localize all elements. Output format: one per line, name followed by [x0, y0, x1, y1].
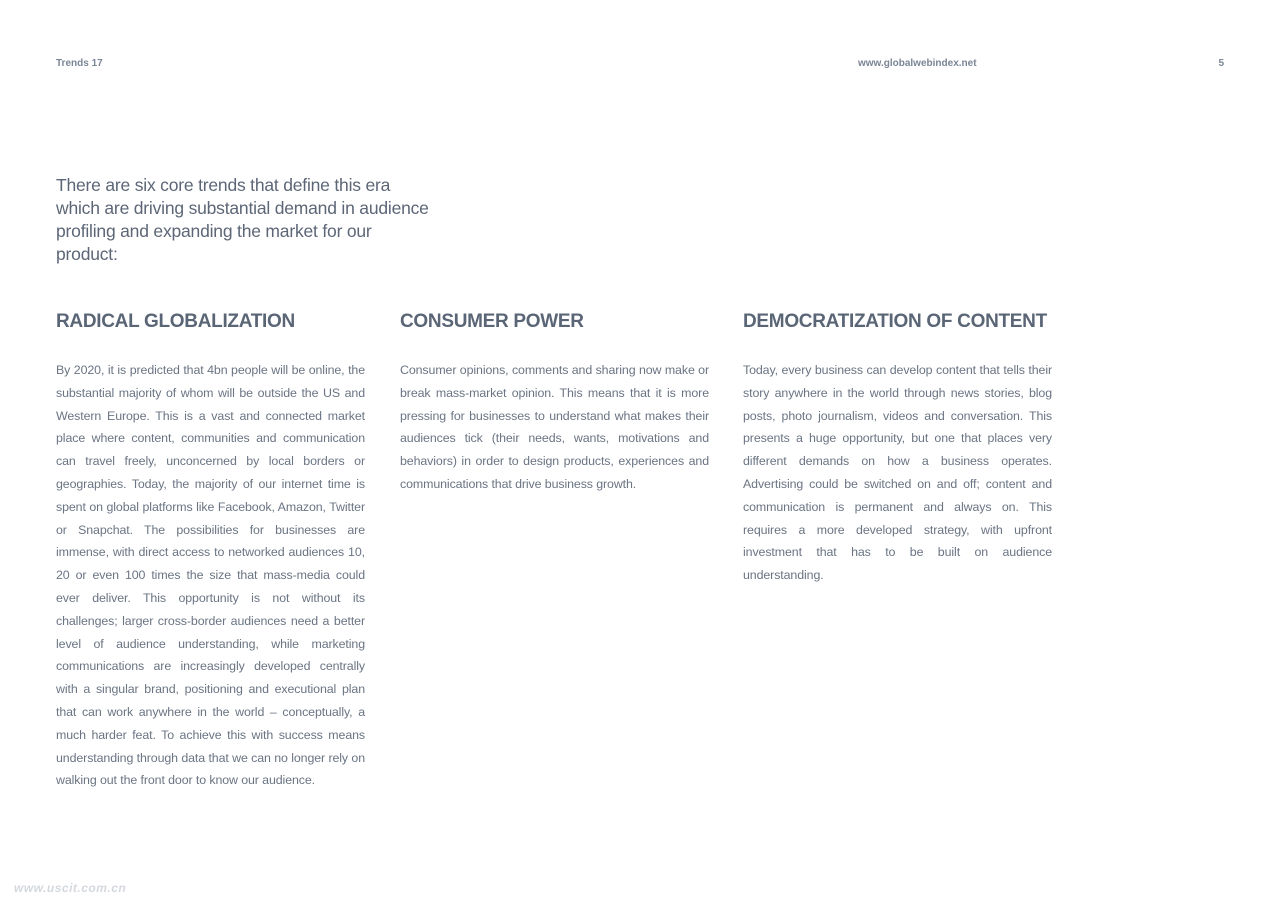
trend-radical-globalization: [56, 310, 365, 792]
trend-heading: CONSUMER POWER: [400, 311, 584, 332]
page-number: 5: [1218, 58, 1224, 69]
trend-consumer-power: [400, 310, 709, 496]
intro-paragraph: There are six core trends that define this era which are driving substantial demand in audience profiling and expanding the market for our product:: [56, 175, 429, 264]
header-report-title: Trends 17: [56, 58, 103, 69]
trend-democratization-of-content: [743, 310, 1052, 587]
page-header: [56, 58, 1224, 72]
watermark: www.uscit.com.cn: [14, 881, 127, 895]
trend-body: Today, every business can develop content that tells their story anywhere in the world through news stories, blog posts, photo journalism, videos and conversation. This presents a huge opportunity, but one that places very different demands on how a business operates. Advertising could be switched on and off; content and communication is permanent and always on. This requires a more developed strategy, with upfront investment that has to be built on audience understanding.: [743, 363, 1052, 583]
trend-heading: DEMOCRATIZATION OF CONTENT: [743, 311, 1047, 332]
trend-body: By 2020, it is predicted that 4bn people will be online, the substantial majority of whom will be outside the US and Western Europe. This is a vast and connected market place where content, communities and communication can travel freely, unconcerned by local borders or geographies. Today, the majority of our internet time is spent on global platforms like Facebook, Amazon, Twitter or Snapchat. The possibilities for businesses are immense, with direct access to networked audiences 10, 20 or even 100 times the size that mass-media could ever deliver. This opportunity is not without its challenges; larger cross-border audiences need a better level of audience understanding, while marketing communications are increasingly developed centrally with a singular brand, positioning and executional plan that can work anywhere in the world – conceptually, a much harder feat. To achieve this with success means understanding through data that we can no longer rely on walking out the front door to know our audience.: [56, 363, 365, 788]
trend-body: Consumer opinions, comments and sharing now make or break mass-market opinion. This means that it is more pressing for businesses to understand what makes their audiences tick (their needs, wants, motivations and behaviors) in order to design products, experiences and communications that drive business growth.: [400, 363, 709, 491]
trend-heading: RADICAL GLOBALIZATION: [56, 311, 295, 332]
header-website-url[interactable]: www.globalwebindex.net: [858, 58, 977, 69]
